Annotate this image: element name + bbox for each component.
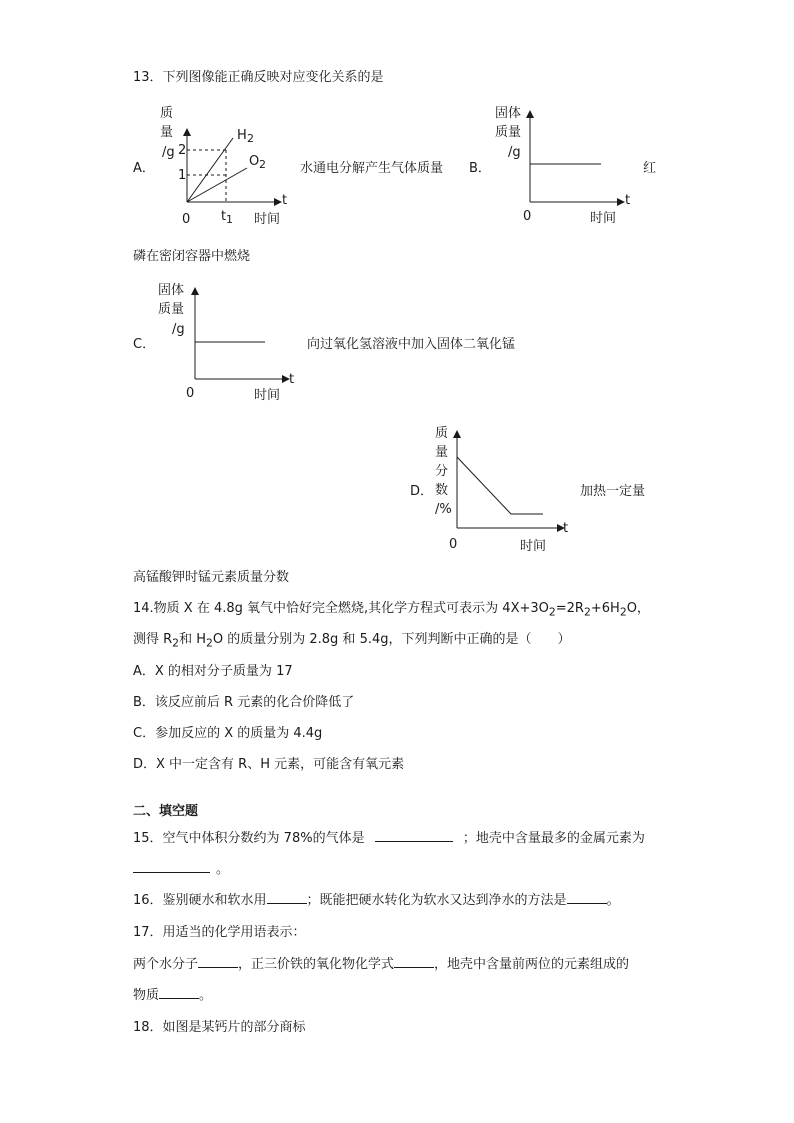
q15-blank-2[interactable] [133,858,210,873]
graph-a-xname: 时间 [254,212,281,227]
graph-a-o2-label: O [249,154,260,169]
q17-part-1: 两个水分子 [133,957,199,972]
graph-d-x-axis-label: t [563,521,569,536]
q13-graph-c [155,277,305,407]
q15-line-1 [133,827,645,846]
graph-d-ylabel-1: 质 [435,426,449,441]
q14-stem-line-1: 14.物质 X 在 4.8g 氧气中恰好完全燃烧,其化学方程式可表示为 $4X+3O_2=2R_2+6H_2O$， [133,601,650,619]
q13-option-b-caption-1: 红 [643,161,657,176]
q13-option-d-letter: D． [410,484,434,499]
graph-d-xname: 时间 [520,539,547,554]
graph-d-ylabel-4: 数 [435,483,449,498]
graph-d-origin: 0 [449,537,458,552]
graph-b-ylabel-1: 固体 [495,106,522,121]
q13-option-c-caption: 向过氧化氢溶液中加入固体二氧化锰 [307,337,516,352]
q17-blank-1[interactable] [198,953,238,968]
graph-a-o2-line [187,168,247,202]
graph-c-origin: 0 [186,386,195,401]
graph-c-xname: 时间 [254,388,281,403]
q17-stem: 17．用适当的化学用语表示： [133,925,306,940]
q17-line-2 [133,984,212,1003]
graph-a-xtick-sub: 1 [226,213,233,226]
q13-graph-a [150,100,310,230]
q17-part-2: ，正三价铁的氧化物化学式 [238,957,395,972]
q13-option-a-caption: 水通电分解产生气体质量 [300,161,444,176]
graph-d-ylabel-3: 分 [435,464,449,479]
graph-a-ylabel-2: 量 [160,125,174,140]
q13-option-d-caption-2: 高锰酸钾时锰元素质量分数 [133,570,290,585]
q14-option-b: B．该反应前后 R 元素的化合价降低了 [133,695,355,710]
q14-option-a: A．X 的相对分子质量为 17 [133,664,293,679]
q17-blank-3[interactable] [159,984,199,999]
graph-b-ylabel-2: 质量 [495,125,522,140]
q15-part-3: 。 [216,862,230,877]
q16-blank-2[interactable] [567,889,607,904]
q15-line-2 [133,858,229,877]
q15-blank-1[interactable] [375,827,453,842]
q16-line [133,889,620,908]
q17-blank-2[interactable] [394,953,434,968]
q16-part-1: 16．鉴别硬水和软水用 [133,893,267,908]
graph-a-ytick-2: 2 [178,143,187,158]
graph-c-ylabel-2: 质量 [158,302,185,317]
q15-part-2: ；地壳中含量最多的金属元素为 [462,831,645,846]
q14-stem-line-2: 测得 $R_2$和 $H_2O$ 的质量分别为 2.8g 和 5.4g，下列判断中正确的是（ ） [133,632,571,650]
q17-line-1 [133,953,629,972]
graph-c-x-axis-label: t [289,372,295,387]
graph-a-ytick-1: 1 [178,168,187,183]
graph-a-o2-sub: 2 [259,158,266,171]
q17-part-5: 。 [199,988,213,1003]
graph-a-x-axis-label: t [282,193,288,208]
graph-a-origin: 0 [182,212,191,227]
graph-a-ylabel-1: 质 [160,106,174,121]
q13-graph-b [490,100,640,230]
q18-stem: 18．如图是某钙片的部分商标 [133,1020,306,1035]
q13-option-b-letter: B． [469,161,491,176]
graph-d-yunit: /% [435,502,452,517]
q15-part-1: 15．空气中体积分数约为 78%的气体是 [133,831,365,846]
graph-a-h2-label: H [237,128,247,143]
graph-c-ylabel-1: 固体 [158,283,185,298]
q13-option-a-letter: A． [133,161,155,176]
graph-b-origin: 0 [523,209,532,224]
graph-a-h2-sub: 2 [247,132,254,145]
q13-graph-d [430,420,580,560]
q16-part-3: 。 [606,893,620,908]
q13-option-d-caption-1: 加热一定量 [580,484,646,499]
section-2-title: 二、填空题 [133,804,199,819]
q13-option-c-letter: C． [133,337,156,352]
q16-part-2: ；既能把硬水转化为软水又达到净水的方法是 [306,893,567,908]
q17-part-4: 物质 [133,988,160,1003]
q16-blank-1[interactable] [267,889,307,904]
graph-b-xname: 时间 [590,211,617,226]
graph-a-xtick-t: t [221,209,227,224]
graph-c-yunit: /g [172,322,185,337]
graph-b-x-axis-label: t [625,193,631,208]
q14-option-d: D．X 中一定含有 R、H 元素，可能含有氧元素 [133,757,405,772]
q14-option-c: C．参加反应的 X 的质量为 4.4g [133,726,323,741]
q13-option-b-caption-2: 磷在密闭容器中燃烧 [133,249,251,264]
graph-b-yunit: /g [508,145,521,160]
graph-d-ylabel-2: 量 [435,445,449,460]
q13-stem: 13．下列图像能正确反映对应变化关系的是 [133,70,384,85]
q17-part-3: ，地壳中含量前两位的元素组成的 [434,957,630,972]
graph-a-yunit: /g [162,145,175,160]
graph-d-decline-line [457,457,511,514]
